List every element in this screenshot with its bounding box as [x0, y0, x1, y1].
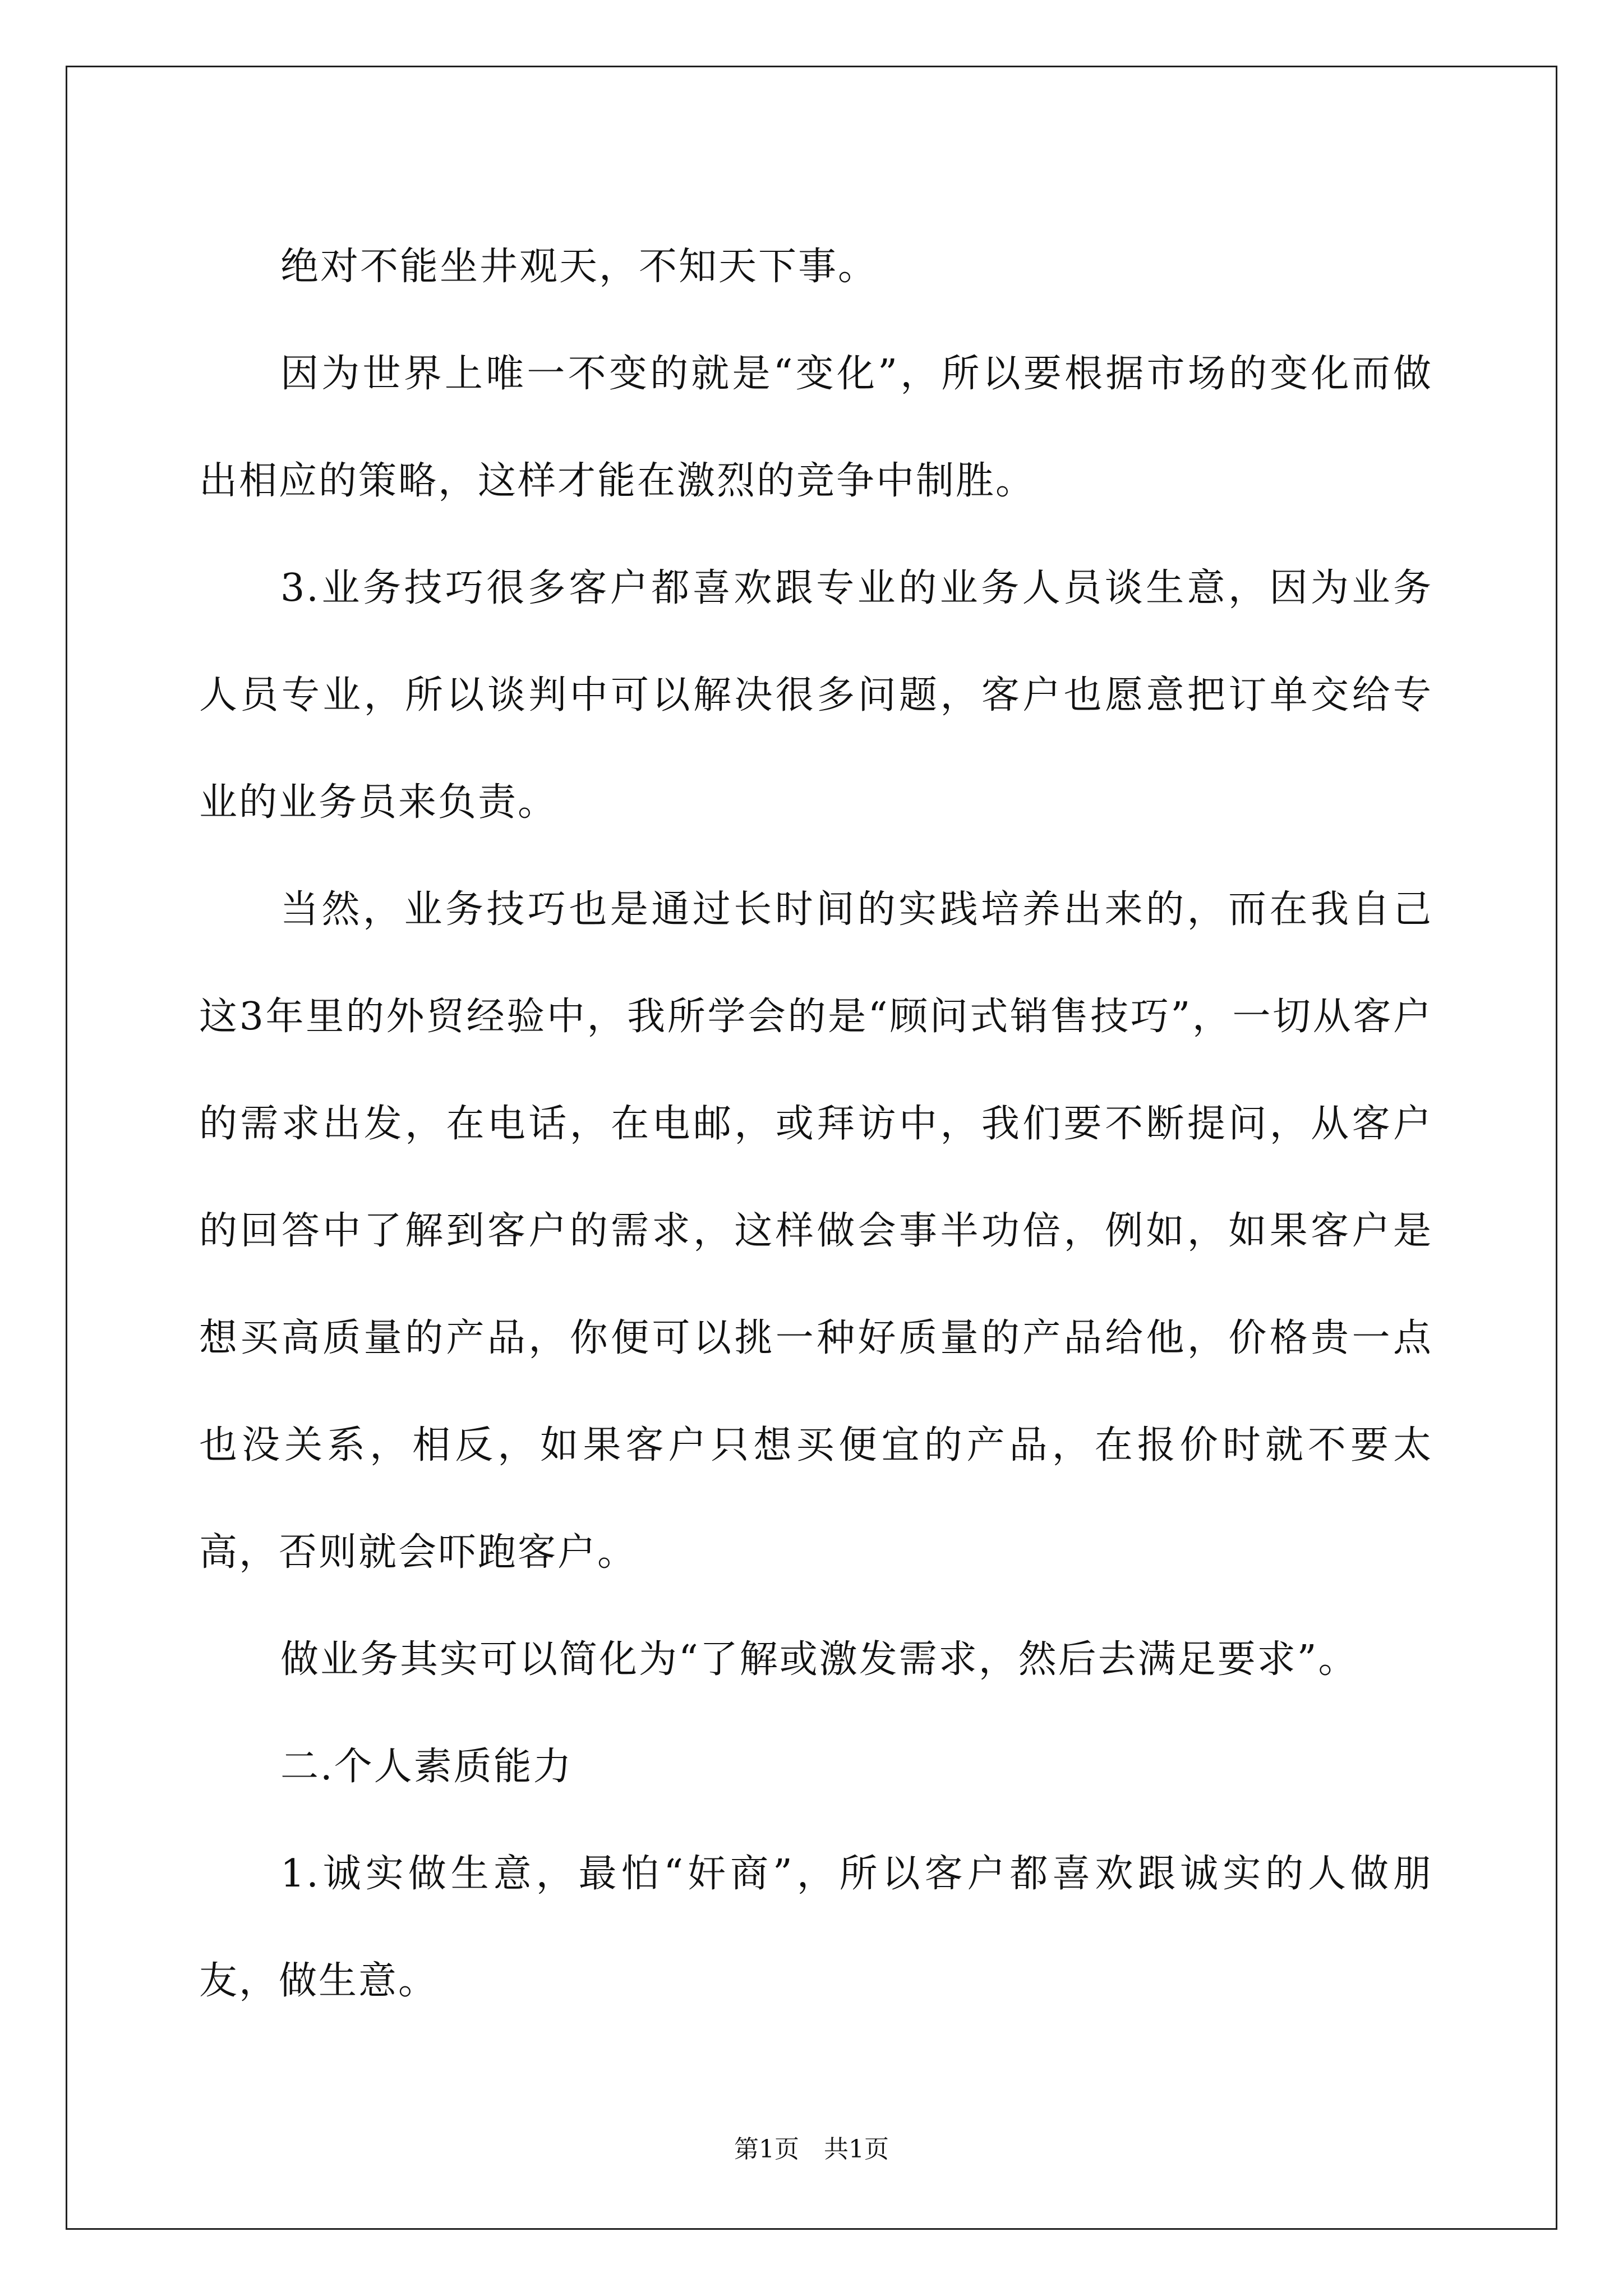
page-footer: 第1页 共1页: [734, 2135, 889, 2164]
paragraph: 1.诚实做生意，最怕“奸商”，所以客户都喜欢跟诚实的人做朋友，做生意。: [199, 1852, 1433, 2003]
paragraph: 当然，业务技巧也是通过长时间的实践培养出来的，而在我自己这3年里的外贸经验中，我所学会的是“顾问式销售技巧”，一切从客户的需求出发，在电话，在电邮，或拜访中，我们要不断提问，从客户的回答中了解到客户的需求，这样做会事半功倍，例如，如果客户是想买高质量的产品，你便可以挑一种好质量的产品给他，价格贵一点也没关系，相反，如果客户只想买便宜的产品，在报价时就不要太高，否则就会吓跑客户。: [199, 887, 1433, 1575]
document-body: [199, 213, 1433, 2035]
paragraph: 因为世界上唯一不变的就是“变化”，所以要根据市场的变化而做出相应的策略，这样才能在激烈的竞争中制胜。: [199, 352, 1433, 503]
paragraph: 做业务其实可以简化为“了解或激发需求，然后去满足要求”。: [280, 1637, 1358, 1682]
section-heading: 二.个人素质能力: [280, 1745, 573, 1789]
paragraph: 绝对不能坐井观天，不知天下事。: [280, 245, 878, 289]
paragraph: 3.业务技巧很多客户都喜欢跟专业的业务人员谈生意，因为业务人员专业，所以谈判中可以解决很多问题，客户也愿意把订单交给专业的业务员来负责。: [199, 566, 1433, 825]
